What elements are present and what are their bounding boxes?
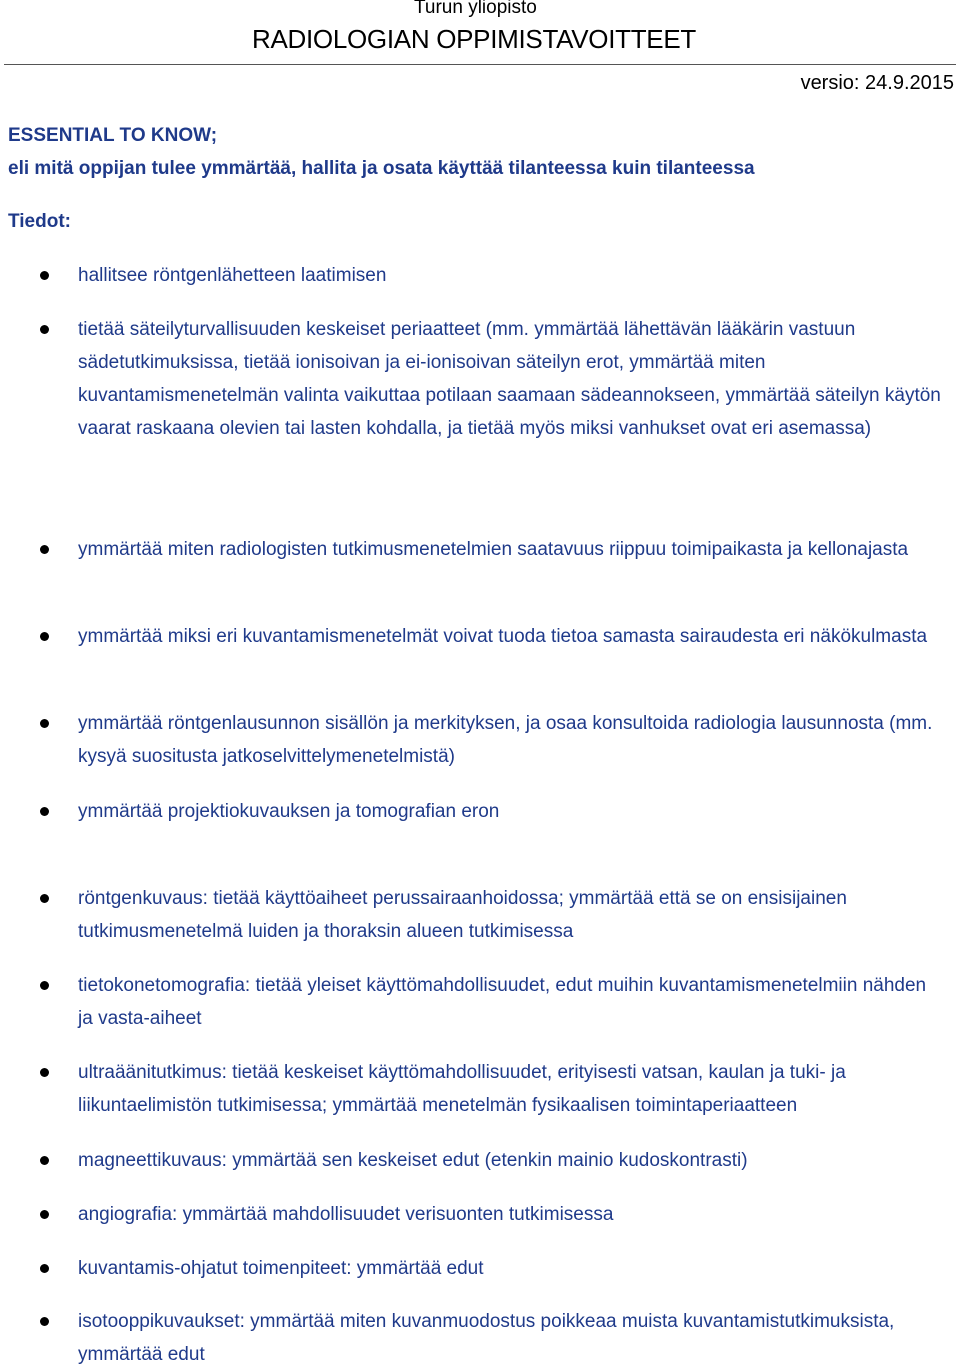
essential-subheading: eli mitä oppijan tulee ymmärtää, hallita ja osata käyttää tilanteessa kuin tilanteessa bbox=[8, 158, 755, 179]
list-item-text: ymmärtää projektiokuvauksen ja tomografian eron bbox=[78, 801, 500, 822]
header-divider bbox=[4, 64, 956, 65]
section-heading-tiedot: Tiedot: bbox=[8, 211, 71, 232]
organization-name: Turun yliopisto bbox=[414, 0, 537, 18]
bullet-icon bbox=[40, 981, 49, 990]
essential-heading: ESSENTIAL TO KNOW; bbox=[8, 125, 218, 146]
list-item-text: ymmärtää miten radiologisten tutkimusmenetelmien saatavuus riippuu toimipaikasta ja kellonajasta bbox=[78, 539, 909, 560]
list-item-text: ultraäänitutkimus: tietää keskeiset käyttömahdollisuudet, erityisesti vatsan, kaulan ja tuki- ja liikuntaelimistön tutkimisessa; ymmärtää menetelmän fysikaalisen toimintaperiaatteen bbox=[78, 1062, 846, 1116]
bullet-icon bbox=[40, 325, 49, 334]
document-title: RADIOLOGIAN OPPIMISTAVOITTEET bbox=[252, 24, 696, 54]
list-item-text: kuvantamis-ohjatut toimenpiteet: ymmärtää edut bbox=[78, 1258, 484, 1279]
bullet-icon bbox=[40, 271, 49, 280]
bullet-icon bbox=[40, 1156, 49, 1165]
list-item-text: tietokonetomografia: tietää yleiset käyttömahdollisuudet, edut muihin kuvantamismenetelmiin nähden ja vasta-aiheet bbox=[78, 975, 927, 1029]
bullet-icon bbox=[40, 894, 49, 903]
list-item-text: ymmärtää miksi eri kuvantamismenetelmät voivat tuoda tietoa samasta sairaudesta eri näkökulmasta bbox=[78, 626, 928, 647]
list-item-text: hallitsee röntgenlähetteen laatimisen bbox=[78, 265, 387, 286]
list-item-text: ymmärtää röntgenlausunnon sisällön ja merkityksen, ja osaa konsultoida radiologia lausunnosta (mm. kysyä suositusta jatkoselvittelymenetelmistä) bbox=[78, 713, 933, 767]
bullet-icon bbox=[40, 719, 49, 728]
list-item-text: isotooppikuvaukset: ymmärtää miten kuvanmuodostus poikkeaa muista kuvantamistutkimuksista, ymmärtää edut bbox=[78, 1311, 895, 1365]
bullet-icon bbox=[40, 1210, 49, 1219]
bullet-icon bbox=[40, 1068, 49, 1077]
bullet-icon bbox=[40, 545, 49, 554]
version-label: versio: 24.9.2015 bbox=[800, 72, 954, 94]
bullet-icon bbox=[40, 1317, 49, 1326]
list-item-text: röntgenkuvaus: tietää käyttöaiheet perussairaanhoidossa; ymmärtää että se on ensisijainen tutkimusmenetelmä luiden ja thoraksin alueen tutkimisessa bbox=[78, 888, 847, 942]
bullet-icon bbox=[40, 807, 49, 816]
list-item-text: magneettikuvaus: ymmärtää sen keskeiset edut (etenkin mainio kudoskontrasti) bbox=[78, 1150, 748, 1171]
list-item-text: angiografia: ymmärtää mahdollisuudet verisuonten tutkimisessa bbox=[78, 1204, 614, 1225]
list-item-text: tietää säteilyturvallisuuden keskeiset periaatteet (mm. ymmärtää lähettävän lääkärin vastuun sädetutkimuksissa, tietää ionisoivan ja ei-ionisoivan säteilyn erot, ymmärtää miten kuvantamismenetelmän valinta vaikuttaa potilaan saamaan sädeannokseen, ymmärtää säteilyn käytön vaarat raskaana olevien tai lasten kohdalla, ja tietää myös miksi vanhukset ovat eri asemassa) bbox=[78, 319, 941, 439]
bullet-icon bbox=[40, 632, 49, 641]
bullet-icon bbox=[40, 1264, 49, 1273]
